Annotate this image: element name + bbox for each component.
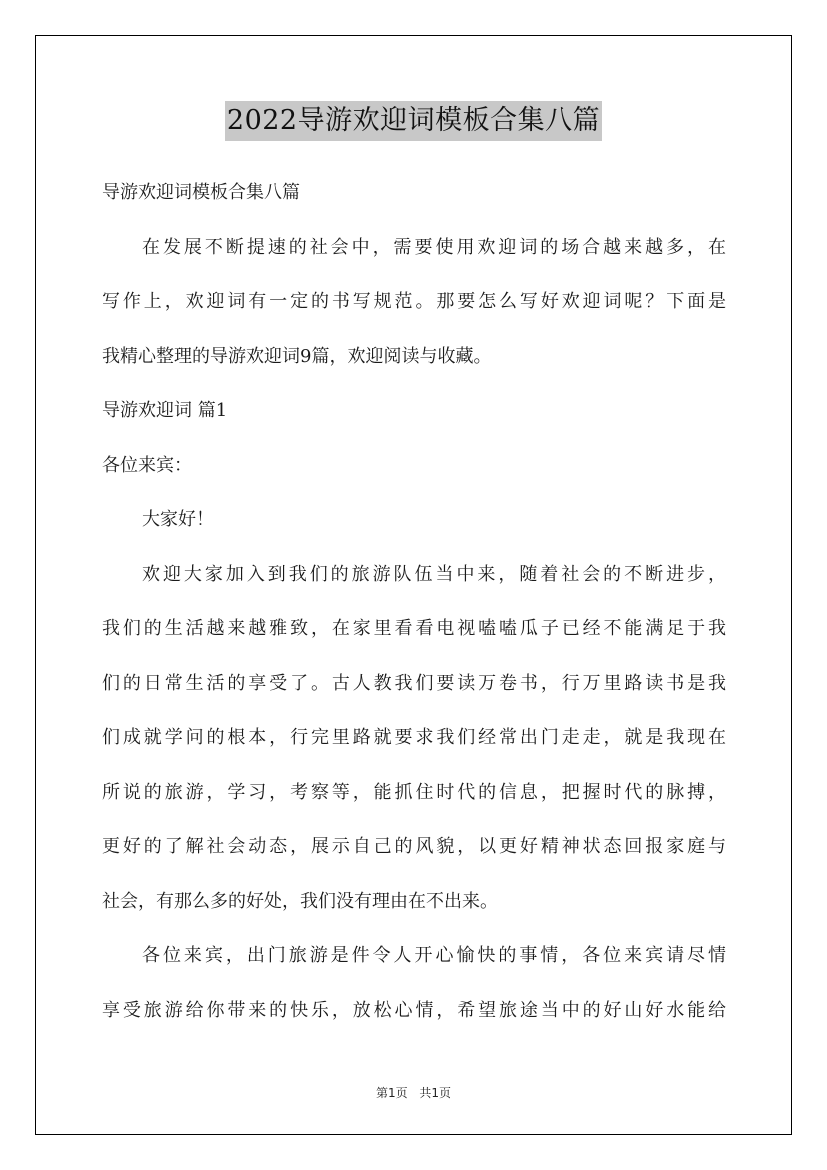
text-line: 我们的生活越来越雅致，在家里看看电视嗑嗑瓜子已经不能满足于我 xyxy=(102,618,726,639)
text-line: 所说的旅游，学习，考察等，能抓住时代的信息，把握时代的脉搏， xyxy=(102,781,726,803)
text-line: 社会，有那么多的好处，我们没有理由在不出来。 xyxy=(102,890,498,912)
page-number: 第1页 xyxy=(375,1086,408,1100)
text-line: 在发展不断提速的社会中，需要使用欢迎词的场合越来越多，在 xyxy=(142,236,726,258)
text-line: 我精心整理的导游欢迎词9篇，欢迎阅读与收藏。 xyxy=(102,345,492,367)
title-container xyxy=(0,101,827,141)
text-line: 们的日常生活的享受了。古人教我们要读万卷书，行万里路读书是我 xyxy=(102,672,726,694)
text-line: 们成就学问的根本，行完里路就要求我们经常出门走走，就是我现在 xyxy=(102,727,726,748)
text-line: 导游欢迎词模板合集八篇 xyxy=(102,182,300,203)
page-footer xyxy=(0,1084,827,1101)
text-line: 大家好！ xyxy=(142,509,214,530)
text-line: 欢迎大家加入到我们的旅游队伍当中来，随着社会的不断进步， xyxy=(142,563,726,585)
text-line: 更好的了解社会动态，展示自己的风貌，以更好精神状态回报家庭与 xyxy=(102,836,726,857)
text-line: 各位来宾，出门旅游是件令人开心愉快的事情，各位来宾请尽情 xyxy=(142,945,726,966)
text-line: 各位来宾： xyxy=(102,454,192,476)
text-line: 写作上，欢迎词有一定的书写规范。那要怎么写好欢迎词呢？下面是 xyxy=(102,291,726,312)
page-total: 共1页 xyxy=(419,1086,452,1100)
document-title: 2022导游欢迎词模板合集八篇 xyxy=(225,101,602,141)
text-line: 享受旅游给你带来的快乐，放松心情，希望旅途当中的好山好水能给 xyxy=(102,999,726,1021)
text-line: 导游欢迎词 篇1 xyxy=(102,400,228,421)
document-body xyxy=(102,166,726,1038)
